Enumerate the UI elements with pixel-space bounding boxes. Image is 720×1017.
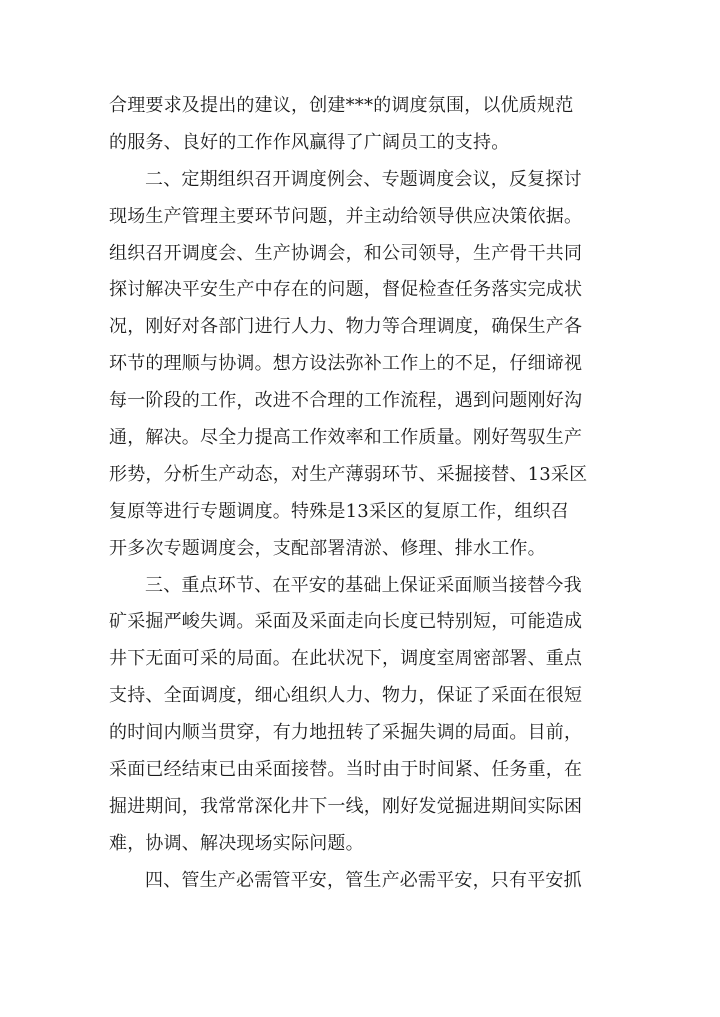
text-line: 通，解决。尽全力提高工作效率和工作质量。刚好驾驭生产 xyxy=(109,427,583,449)
text-line: 组织召开调度会、生产协调会，和公司领导，生产骨干共同 xyxy=(109,242,583,264)
paragraph-start-line: 二、定期组织召开调度例会、专题调度会议，反复探讨 xyxy=(145,168,582,190)
text-line: 的时间内顺当贯穿，有力地扭转了采掘失调的局面。目前， xyxy=(109,722,583,744)
text-line: 形势，分析生产动态，对生产薄弱环节、采掘接替、13采区 xyxy=(109,463,588,485)
text-line: 支持、全面调度，细心组织人力、物力，保证了采面在很短 xyxy=(109,685,583,707)
body-text xyxy=(109,88,609,900)
text-line: 合理要求及提出的建议，创建***的调度氛围，以优质规范 xyxy=(109,95,574,116)
paragraph-start-line: 四、管生产必需管平安，管生产必需平安，只有平安抓 xyxy=(145,869,582,891)
text-line: 的服务、良好的工作作风赢得了广阔员工的支持。 xyxy=(109,131,510,153)
text-line: 开多次专题调度会，支配部署清淤、修理、排水工作。 xyxy=(109,537,546,559)
text-line: 难，协调、解决现场实际问题。 xyxy=(109,832,364,854)
text-line: 况，刚好对各部门进行人力、物力等合理调度，确保生产各 xyxy=(109,316,583,338)
text-line: 矿采掘严峻失调。采面及采面走向长度已特别短，可能造成 xyxy=(109,611,583,633)
paragraph-start-line: 三、重点环节、在平安的基础上保证采面顺当接替今我 xyxy=(145,574,582,596)
text-line: 探讨解决平安生产中存在的问题，督促检查任务落实完成状 xyxy=(109,279,583,301)
text-line: 每一阶段的工作，改进不合理的工作流程，遇到问题刚好沟 xyxy=(109,390,583,412)
text-line: 掘进期间，我常常深化井下一线，刚好发觉掘进期间实际困 xyxy=(109,795,583,817)
text-line: 环节的理顺与协调。想方设法弥补工作上的不足，仔细谛视 xyxy=(109,353,583,375)
text-line: 采面已经结束已由采面接替。当时由于时间紧、任务重，在 xyxy=(109,759,583,781)
text-line: 复原等进行专题调度。特殊是13采区的复原工作，组织召 xyxy=(109,500,570,522)
text-line: 井下无面可采的局面。在此状况下，调度室周密部署、重点 xyxy=(109,648,583,670)
text-line: 现场生产管理主要环节问题，并主动给领导供应决策依据。 xyxy=(109,205,583,227)
